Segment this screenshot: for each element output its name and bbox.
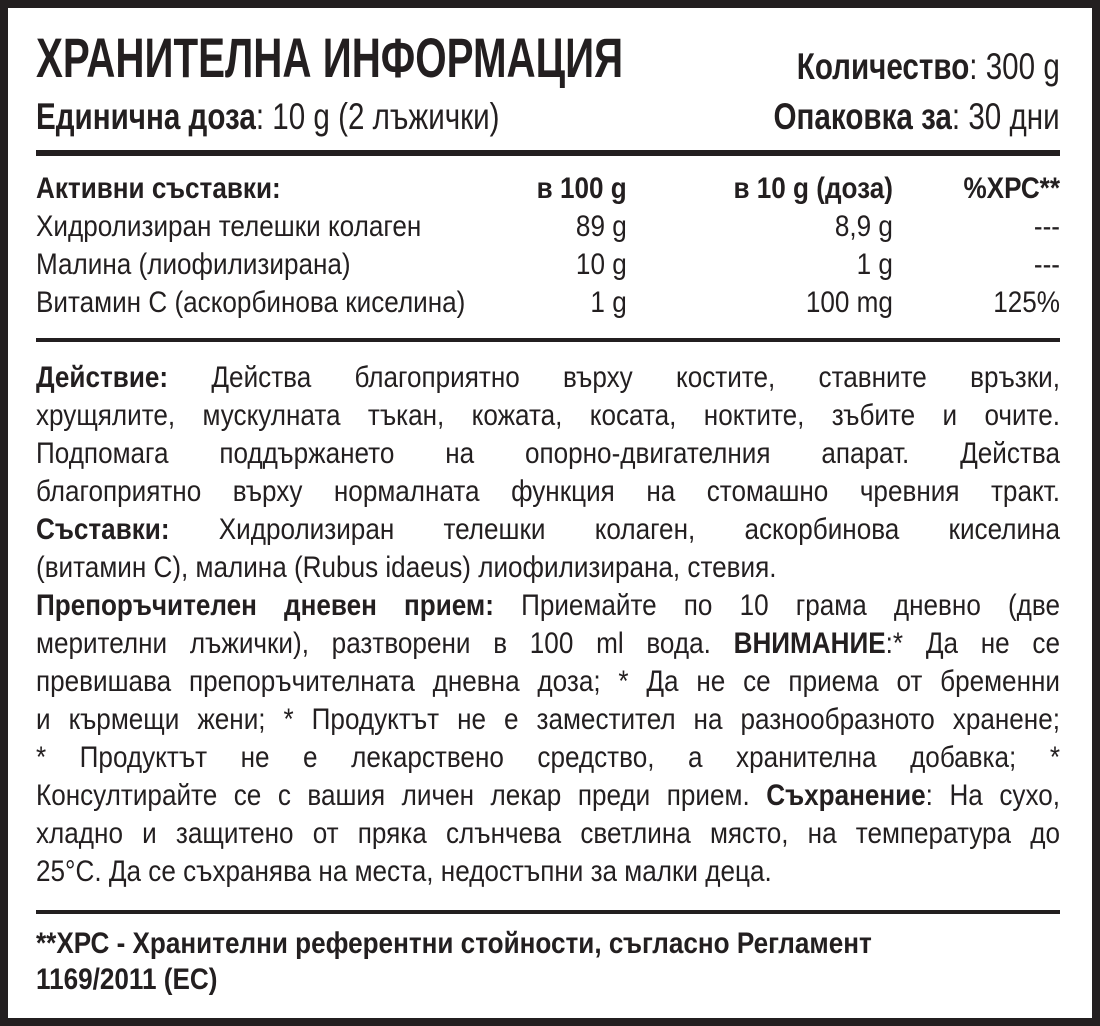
package-info [774, 96, 1060, 138]
section-heading: Действие: [36, 361, 169, 394]
text-segment: Хидролизиран телешки колаген, аскорбинова киселина [169, 513, 1060, 546]
dose-label: Единична доза [36, 96, 256, 137]
column-header-nrv: %ХРС** [963, 172, 1060, 205]
text-line [36, 435, 1060, 473]
ingredient-name: Витамин С (аскорбинова киселина) [36, 286, 466, 319]
package-value: : 30 дни [952, 96, 1060, 137]
section-heading: Съставки: [36, 513, 170, 546]
package-label: Опаковка за [773, 96, 953, 137]
description-text [36, 359, 1060, 891]
text-line [36, 473, 1060, 511]
quantity-label: Количество [796, 46, 970, 87]
text-segment: благоприятно върху нормалната функция на стомашно чревния тракт. [36, 475, 1060, 508]
header-divider [36, 150, 1060, 156]
footnote [36, 926, 1060, 998]
footnote-line: 1169/2011 (ЕС) [36, 963, 218, 996]
text-segment: Приемайте по 10 грама дневно (две [493, 589, 1060, 622]
text-segment: (витамин С), малина (Rubus idaeus) лиофилизирана, стевия. [36, 551, 777, 584]
section-heading: ВНИМАНИЕ [733, 627, 886, 660]
text-segment: и кърмещи жени; * Продуктът не е заместител на разнообразното хранене; [36, 703, 1060, 736]
text-line [36, 739, 1060, 777]
text-line [36, 701, 1060, 739]
per-dose-value: 8,9 g [834, 210, 893, 243]
page-title: ХРАНИТЕЛНА ИНФОРМАЦИЯ [36, 26, 624, 89]
section-heading: Препоръчителен дневен прием: [36, 589, 494, 622]
footnote-line: **ХРС - Хранителни референтни стойности, съгласно Регламент [36, 927, 872, 960]
ingredient-name: Малина (лиофилизирана) [36, 248, 351, 281]
nrv-value: --- [1033, 248, 1060, 281]
text-segment: 25°C. Да се съхранява на места, недостъпни за малки деца. [36, 855, 772, 888]
table-divider [36, 338, 1060, 342]
text-segment: хладно и защитено от пряка слънчева светлина място, на температура до [36, 817, 1060, 850]
text-line [36, 549, 1060, 587]
text-segment: :* Да не се [885, 627, 1060, 660]
text-segment: мерителни лъжички), разтворени в 100 ml вода. [36, 627, 734, 660]
dose-info [36, 96, 500, 138]
table-row [36, 208, 1060, 246]
text-line [36, 663, 1060, 701]
ingredient-name: Хидролизиран телешки колаген [36, 210, 422, 243]
footnote-divider [36, 910, 1060, 914]
per-dose-value: 100 mg [805, 286, 893, 319]
nrv-value: 125% [993, 286, 1060, 319]
text-segment: превишава препоръчителната дневна доза; * Да не се приема от бременни [36, 665, 1060, 698]
ingredients-table [36, 170, 1060, 322]
text-line [36, 853, 1060, 891]
text-segment: хрущялите, мускулната тъкан, кожата, косата, ноктите, зъбите и очите. [36, 399, 1060, 432]
per-dose-value: 1 g [856, 248, 893, 281]
quantity-info [797, 46, 1060, 88]
text-line [36, 359, 1060, 397]
text-line [36, 511, 1060, 549]
text-segment: Действа благоприятно върху костите, ставните връзки, [168, 361, 1060, 394]
column-header-per-100g: в 100 g [536, 172, 627, 205]
table-row [36, 284, 1060, 322]
text-line [36, 587, 1060, 625]
text-segment: : На сухо, [925, 779, 1060, 812]
section-heading: Съхранение [766, 779, 926, 812]
quantity-value: : 300 g [969, 46, 1060, 87]
dose-value: : 10 g (2 лъжички) [255, 96, 500, 137]
nrv-value: --- [1033, 210, 1060, 243]
table-header-row [36, 170, 1060, 208]
per-100g-value: 10 g [575, 248, 627, 281]
per-100g-value: 1 g [590, 286, 627, 319]
per-100g-value: 89 g [575, 210, 627, 243]
text-line [36, 625, 1060, 663]
text-segment: Консултирайте се с вашия личен лекар преди прием. [36, 779, 767, 812]
table-row [36, 246, 1060, 284]
text-segment: Подпомага поддържането на опорно-двигателния апарат. Действа [36, 437, 1060, 470]
text-line [36, 815, 1060, 853]
text-line [36, 777, 1060, 815]
text-line [36, 397, 1060, 435]
column-header-per-dose: в 10 g (доза) [733, 172, 893, 205]
text-segment: * Продуктът не е лекарствено средство, а хранителна добавка; * [36, 741, 1060, 774]
column-header-ingredient: Активни съставки: [36, 172, 281, 205]
